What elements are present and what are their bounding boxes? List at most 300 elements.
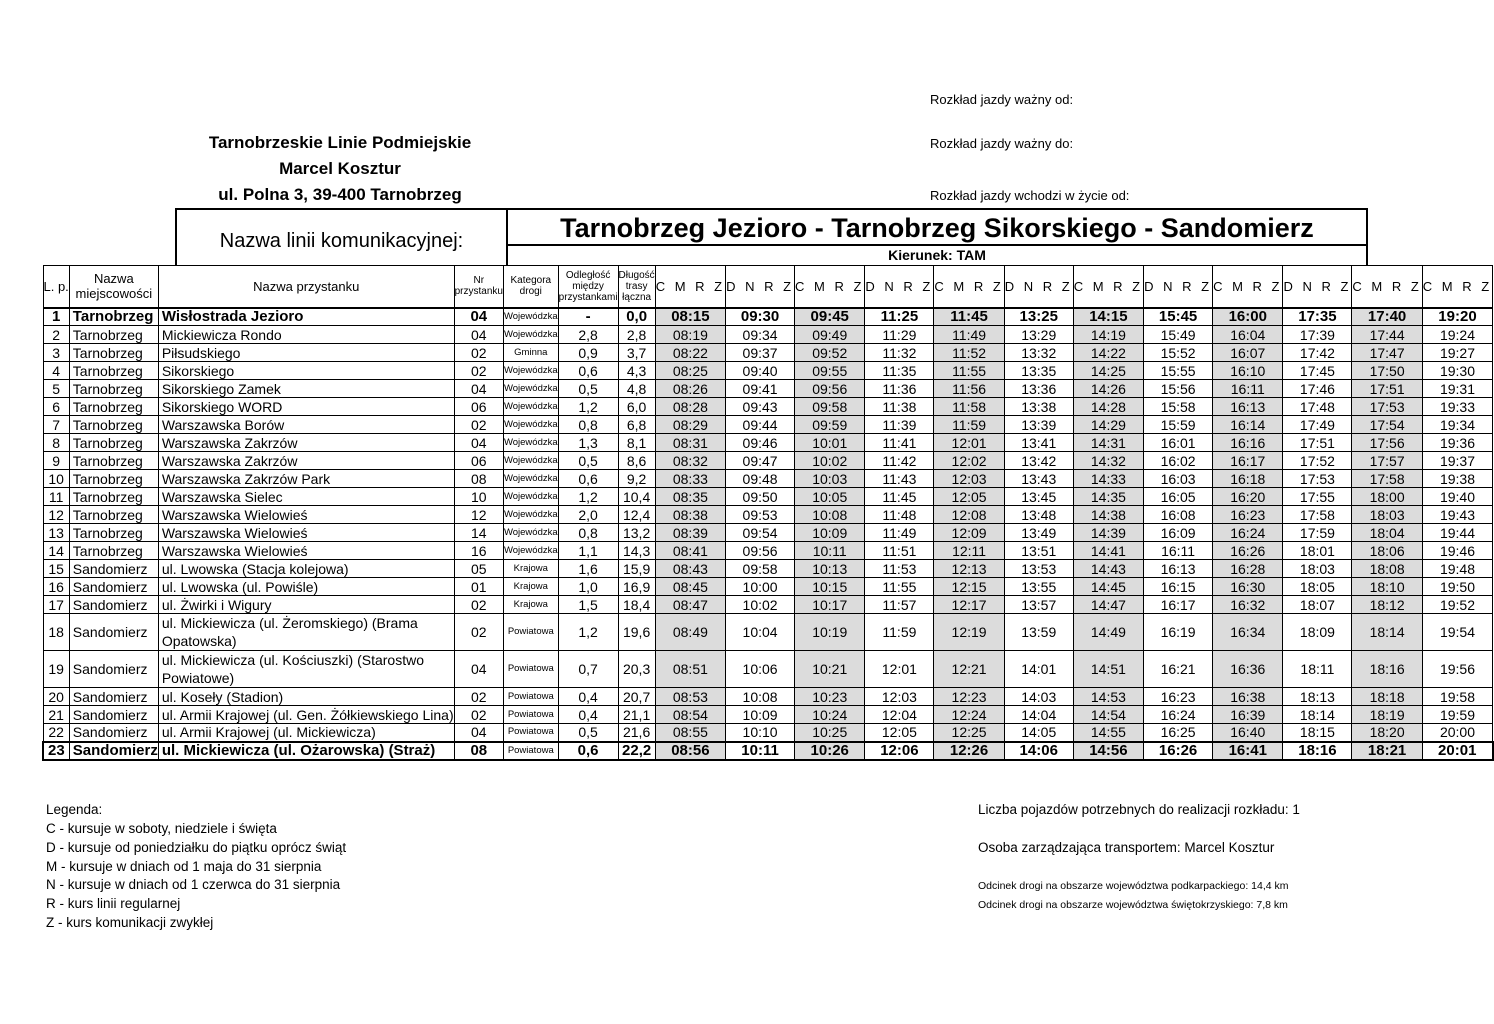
departure-time: 10:09 [795,524,865,542]
departure-time: 10:03 [795,470,865,488]
departure-time: 16:03 [1144,470,1213,488]
distance-cell: 0,8 [558,416,618,434]
departure-time: 17:56 [1352,434,1422,452]
departure-time: 16:17 [1144,596,1213,614]
departure-time: 19:31 [1422,380,1492,398]
departure-time: 09:41 [726,380,795,398]
departure-time: 12:08 [934,506,1004,524]
departure-time: 18:03 [1352,506,1422,524]
stop-cell: Sikorskiego Zamek [158,380,454,398]
departure-time: 08:15 [655,308,725,326]
departure-time: 09:56 [726,542,795,560]
departure-time: 11:42 [865,452,934,470]
course-code: C M R Z [1073,266,1143,308]
stop-no-cell: 02 [454,688,503,706]
departure-time: 18:09 [1283,614,1352,651]
col-town: Nazwa miejscowości [69,266,158,308]
departure-time: 10:04 [726,614,795,651]
departure-time: 14:33 [1073,470,1143,488]
departure-time: 11:39 [865,416,934,434]
departure-time: 14:01 [1004,651,1073,688]
total-cell: 6,8 [618,416,655,434]
departure-time: 14:39 [1073,524,1143,542]
town-cell: Sandomierz [69,614,158,651]
town-cell: Sandomierz [69,651,158,688]
departure-time: 10:08 [795,506,865,524]
departure-time: 19:34 [1422,416,1492,434]
departure-time: 12:02 [934,452,1004,470]
departure-time: 09:37 [726,344,795,362]
departure-time: 17:47 [1352,344,1422,362]
total-cell: 4,8 [618,380,655,398]
departure-time: 08:33 [655,470,725,488]
total-cell: 19,6 [618,614,655,651]
departure-time: 11:36 [865,380,934,398]
departure-time: 09:53 [726,506,795,524]
departure-time: 10:13 [795,560,865,578]
distance-cell: 0,4 [558,688,618,706]
departure-time: 12:15 [934,578,1004,596]
col-category: Kategora drogi [503,266,558,308]
departure-time: 10:15 [795,578,865,596]
departure-time: 16:11 [1213,380,1283,398]
departure-time: 19:52 [1422,596,1492,614]
course-code: D N R Z [865,266,934,308]
course-code: D N R Z [1004,266,1073,308]
total-cell: 3,7 [618,344,655,362]
category-cell: Wojewódzka [503,452,558,470]
departure-time: 11:48 [865,506,934,524]
departure-time: 09:54 [726,524,795,542]
stop-no-cell: 02 [454,706,503,724]
departure-time: 19:54 [1422,614,1492,651]
effective-from-label: Rozkład jazdy wchodzi w życie od: [930,188,1130,203]
departure-time: 08:54 [655,706,725,724]
departure-time: 11:59 [865,614,934,651]
town-cell: Sandomierz [69,688,158,706]
lp-cell: 2 [43,326,69,344]
legend-item: D - kursuje od poniedziałku do piątku oprócz świąt [46,840,347,855]
category-cell: Wojewódzka [503,506,558,524]
departure-time: 10:23 [795,688,865,706]
stop-no-cell: 08 [454,470,503,488]
departure-time: 09:47 [726,452,795,470]
departure-time: 08:29 [655,416,725,434]
departure-time: 10:08 [726,688,795,706]
lp-cell: 5 [43,380,69,398]
table-row [43,308,1493,326]
lp-cell: 17 [43,596,69,614]
legend-item: N - kursuje w dniach od 1 czerwca do 31 sierpnia [46,877,341,892]
departure-time: 10:19 [795,614,865,651]
departure-time: 08:35 [655,488,725,506]
departure-time: 11:29 [865,326,934,344]
departure-time: 08:39 [655,524,725,542]
departure-time: 14:47 [1073,596,1143,614]
departure-time: 09:34 [726,326,795,344]
town-cell: Tarnobrzeg [69,524,158,542]
departure-time: 15:52 [1144,344,1213,362]
distance-cell: 1,6 [558,560,618,578]
departure-time: 16:25 [1144,724,1213,742]
course-code: C M R Z [934,266,1004,308]
town-cell: Tarnobrzeg [69,470,158,488]
departure-time: 16:05 [1144,488,1213,506]
total-cell: 16,9 [618,578,655,596]
departure-time: 17:59 [1283,524,1352,542]
departure-time: 08:28 [655,398,725,416]
town-cell: Tarnobrzeg [69,542,158,560]
course-code: D N R Z [726,266,795,308]
departure-time: 14:03 [1004,688,1073,706]
departure-time: 17:54 [1352,416,1422,434]
lp-cell: 21 [43,706,69,724]
table-row [43,380,1493,398]
departure-time: 08:45 [655,578,725,596]
departure-time: 16:04 [1213,326,1283,344]
total-cell: 20,3 [618,651,655,688]
departure-time: 15:55 [1144,362,1213,380]
stop-cell: ul. Armii Krajowej (ul. Gen. Żółkiewskiego Lina) [158,706,454,724]
departure-time: 17:55 [1283,488,1352,506]
departure-time: 08:55 [655,724,725,742]
lp-cell: 3 [43,344,69,362]
category-cell: Gminna [503,344,558,362]
departure-time: 14:55 [1073,724,1143,742]
total-cell: 13,2 [618,524,655,542]
departure-time: 18:12 [1352,596,1422,614]
departure-time: 13:36 [1004,380,1073,398]
departure-time: 14:04 [1004,706,1073,724]
departure-time: 19:50 [1422,578,1492,596]
stop-no-cell: 12 [454,506,503,524]
departure-time: 13:32 [1004,344,1073,362]
departure-time: 16:15 [1144,578,1213,596]
lp-cell: 15 [43,560,69,578]
category-cell: Wojewódzka [503,470,558,488]
distance-cell: - [558,308,618,326]
departure-time: 16:39 [1213,706,1283,724]
total-cell: 4,3 [618,362,655,380]
town-cell: Tarnobrzeg [69,380,158,398]
departure-time: 16:00 [1213,308,1283,326]
lp-cell: 10 [43,470,69,488]
distance-cell: 0,6 [558,742,618,760]
departure-time: 14:26 [1073,380,1143,398]
departure-time: 13:59 [1004,614,1073,651]
distance-cell: 1,0 [558,578,618,596]
category-cell: Powiatowa [503,724,558,742]
category-cell: Krajowa [503,560,558,578]
table-row [43,470,1493,488]
departure-time: 13:45 [1004,488,1073,506]
town-cell: Tarnobrzeg [69,506,158,524]
departure-time: 16:10 [1213,362,1283,380]
departure-time: 17:58 [1283,506,1352,524]
departure-time: 17:46 [1283,380,1352,398]
departure-time: 16:24 [1144,706,1213,724]
departure-time: 16:17 [1213,452,1283,470]
stop-cell: Warszawska Zakrzów [158,434,454,452]
departure-time: 14:49 [1073,614,1143,651]
table-row [43,362,1493,380]
departure-time: 19:40 [1422,488,1492,506]
departure-time: 16:13 [1144,560,1213,578]
departure-time: 16:20 [1213,488,1283,506]
stop-cell: Piłsudskiego [158,344,454,362]
course-code: C M R Z [1422,266,1492,308]
departure-time: 17:51 [1352,380,1422,398]
departure-time: 17:40 [1352,308,1422,326]
table-row [43,560,1493,578]
departure-time: 09:52 [795,344,865,362]
departure-time: 12:09 [934,524,1004,542]
table-row [43,488,1493,506]
town-cell: Tarnobrzeg [69,362,158,380]
total-cell: 22,2 [618,742,655,760]
departure-time: 09:55 [795,362,865,380]
stop-no-cell: 02 [454,362,503,380]
distance-cell: 0,5 [558,724,618,742]
departure-time: 16:28 [1213,560,1283,578]
departure-time: 18:06 [1352,542,1422,560]
departure-time: 17:35 [1283,308,1352,326]
departure-time: 18:20 [1352,724,1422,742]
col-stop-no: Nr przystanku [454,266,503,308]
table-row [43,344,1493,362]
lp-cell: 19 [43,651,69,688]
departure-time: 16:13 [1213,398,1283,416]
departure-time: 15:58 [1144,398,1213,416]
category-cell: Wojewódzka [503,398,558,416]
line-header [175,208,1368,265]
distance-cell: 2,0 [558,506,618,524]
departure-time: 12:13 [934,560,1004,578]
departure-time: 17:57 [1352,452,1422,470]
departure-time: 19:46 [1422,542,1492,560]
town-cell: Tarnobrzeg [69,488,158,506]
departure-time: 19:44 [1422,524,1492,542]
departure-time: 11:35 [865,362,934,380]
departure-time: 16:26 [1213,542,1283,560]
departure-time: 18:07 [1283,596,1352,614]
lp-cell: 6 [43,398,69,416]
departure-time: 13:25 [1004,308,1073,326]
departure-time: 19:48 [1422,560,1492,578]
departure-time: 17:39 [1283,326,1352,344]
departure-time: 17:50 [1352,362,1422,380]
departure-time: 08:26 [655,380,725,398]
town-cell: Tarnobrzeg [69,344,158,362]
departure-time: 17:53 [1283,470,1352,488]
departure-time: 10:00 [726,578,795,596]
stop-no-cell: 04 [454,724,503,742]
departure-time: 10:06 [726,651,795,688]
legend-item: M - kursuje w dniach od 1 maja do 31 sierpnia [46,859,322,874]
departure-time: 14:22 [1073,344,1143,362]
stop-cell: Warszawska Wielowieś [158,542,454,560]
departure-time: 14:54 [1073,706,1143,724]
departure-time: 09:44 [726,416,795,434]
table-row [43,398,1493,416]
category-cell: Wojewódzka [503,542,558,560]
departure-time: 19:37 [1422,452,1492,470]
departure-time: 18:00 [1352,488,1422,506]
departure-time: 13:35 [1004,362,1073,380]
stop-cell: Warszawska Borów [158,416,454,434]
departure-time: 16:21 [1144,651,1213,688]
departure-time: 13:48 [1004,506,1073,524]
departure-time: 18:18 [1352,688,1422,706]
course-code: C M R Z [795,266,865,308]
departure-time: 08:41 [655,542,725,560]
departure-time: 09:48 [726,470,795,488]
town-cell: Tarnobrzeg [69,434,158,452]
departure-time: 16:23 [1144,688,1213,706]
legend-title: Legenda: [46,802,103,817]
category-cell: Powiatowa [503,742,558,760]
departure-time: 18:16 [1352,651,1422,688]
departure-time: 16:38 [1213,688,1283,706]
manager-info: Osoba zarządzająca transportem: Marcel Kosztur [978,840,1275,855]
distance-cell: 2,8 [558,326,618,344]
stop-cell: Sikorskiego [158,362,454,380]
departure-time: 12:17 [934,596,1004,614]
stop-no-cell: 10 [454,488,503,506]
departure-time: 19:20 [1422,308,1492,326]
table-row [43,326,1493,344]
category-cell: Krajowa [503,578,558,596]
table-row [43,742,1493,760]
departure-time: 18:21 [1352,742,1422,760]
departure-time: 09:56 [795,380,865,398]
stop-no-cell: 14 [454,524,503,542]
departure-time: 18:05 [1283,578,1352,596]
lp-cell: 13 [43,524,69,542]
table-row [43,688,1493,706]
category-cell: Wojewódzka [503,416,558,434]
departure-time: 16:08 [1144,506,1213,524]
departure-time: 11:53 [865,560,934,578]
departure-time: 12:05 [865,724,934,742]
departure-time: 11:56 [934,380,1004,398]
departure-time: 14:38 [1073,506,1143,524]
departure-time: 08:43 [655,560,725,578]
departure-time: 17:51 [1283,434,1352,452]
departure-time: 18:08 [1352,560,1422,578]
stop-cell: Warszawska Zakrzów [158,452,454,470]
departure-time: 14:31 [1073,434,1143,452]
timetable [42,265,1494,761]
departure-time: 18:11 [1283,651,1352,688]
distance-cell: 1,2 [558,614,618,651]
departure-time: 14:28 [1073,398,1143,416]
departure-time: 11:32 [865,344,934,362]
departure-time: 11:41 [865,434,934,452]
podkarpackie-info: Odcinek drogi na obszarze województwa podkarpackiego: 14,4 km [978,880,1289,892]
stop-no-cell: 16 [454,542,503,560]
company-name: Tarnobrzeskie Linie Podmiejskie [208,133,472,152]
departure-time: 11:45 [934,308,1004,326]
distance-cell: 0,5 [558,380,618,398]
col-lp: L. p. [43,266,69,308]
stop-no-cell: 06 [454,398,503,416]
swietokrzyskie-info: Odcinek drogi na obszarze województwa świętokrzyskiego: 7,8 km [978,899,1288,911]
lp-cell: 8 [43,434,69,452]
course-code: C M R Z [1213,266,1283,308]
departure-time: 08:32 [655,452,725,470]
departure-time: 14:15 [1073,308,1143,326]
company-owner: Marcel Kosztur [279,159,401,178]
departure-time: 11:52 [934,344,1004,362]
town-cell: Tarnobrzeg [69,326,158,344]
departure-time: 12:01 [865,651,934,688]
departure-time: 16:23 [1213,506,1283,524]
departure-time: 14:29 [1073,416,1143,434]
departure-time: 09:45 [795,308,865,326]
departure-time: 14:53 [1073,688,1143,706]
stop-no-cell: 06 [454,452,503,470]
departure-time: 08:38 [655,506,725,524]
departure-time: 18:19 [1352,706,1422,724]
table-row [43,452,1493,470]
departure-time: 19:38 [1422,470,1492,488]
company-address: ul. Polna 3, 39-400 Tarnobrzeg [218,185,462,204]
distance-cell: 1,3 [558,434,618,452]
table-row [43,614,1493,651]
departure-time: 12:26 [934,742,1004,760]
course-code: D N R Z [1283,266,1352,308]
departure-time: 12:04 [865,706,934,724]
stop-no-cell: 04 [454,434,503,452]
distance-cell: 1,2 [558,488,618,506]
departure-time: 09:40 [726,362,795,380]
col-stop: Nazwa przystanku [158,266,454,308]
departure-time: 17:52 [1283,452,1352,470]
departure-time: 19:36 [1422,434,1492,452]
departure-time: 16:14 [1213,416,1283,434]
departure-time: 08:31 [655,434,725,452]
stop-cell: Warszawska Wielowieś [158,524,454,542]
stop-no-cell: 04 [454,326,503,344]
departure-time: 10:25 [795,724,865,742]
departure-time: 14:51 [1073,651,1143,688]
departure-time: 18:16 [1283,742,1352,760]
lp-cell: 16 [43,578,69,596]
total-cell: 14,3 [618,542,655,560]
departure-time: 17:45 [1283,362,1352,380]
stop-cell: Sikorskiego WORD [158,398,454,416]
departure-time: 16:40 [1213,724,1283,742]
departure-time: 16:02 [1144,452,1213,470]
departure-time: 12:19 [934,614,1004,651]
departure-time: 18:03 [1283,560,1352,578]
departure-time: 10:11 [795,542,865,560]
departure-time: 11:38 [865,398,934,416]
line-direction: Kierunek: TAM [888,247,986,263]
legend-item: C - kursuje w soboty, niedziele i święta [46,821,277,836]
departure-time: 19:33 [1422,398,1492,416]
total-cell: 21,1 [618,706,655,724]
stop-cell: ul. Żwirki i Wigury [158,596,454,614]
departure-time: 13:41 [1004,434,1073,452]
town-cell: Sandomierz [69,596,158,614]
departure-time: 11:59 [934,416,1004,434]
departure-time: 16:07 [1213,344,1283,362]
stop-cell: Warszawska Zakrzów Park [158,470,454,488]
departure-time: 09:50 [726,488,795,506]
vehicles-info: Liczba pojazdów potrzebnych do realizacji rozkładu: 1 [978,802,1300,817]
